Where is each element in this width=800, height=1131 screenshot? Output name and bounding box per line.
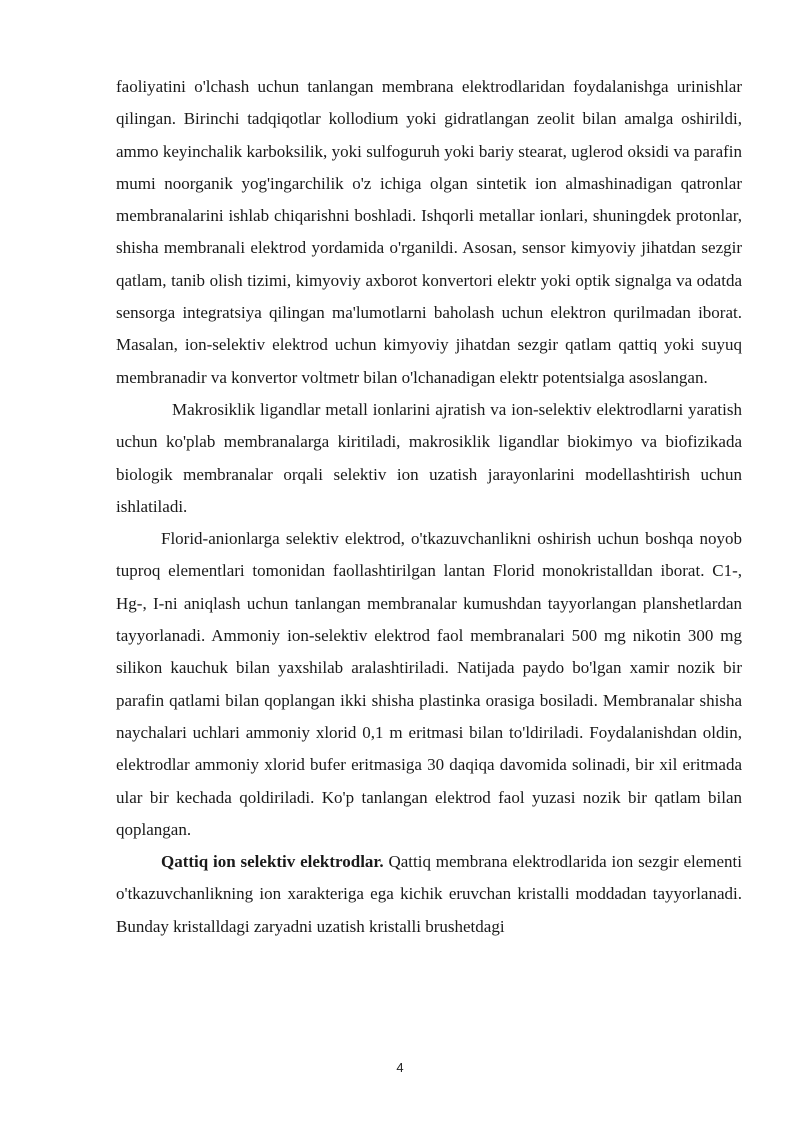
paragraph-text: Makrosiklik ligandlar metall ionlarini ajratish va ion-selektiv elektrodlarni yaratish uchun ko'plab membranalarga kiritiladi, makrosiklik ligandlar biokimyo va biofizikada biologik membranalar orqali selektiv ion uzatish jarayonlarini modellashtirish uchun ishlatiladi. bbox=[116, 399, 742, 516]
paragraph-text: Qattiq membrana elektrodlarida ion sezgir elementi o'tkazuvchanlikning ion xarakteriga ega kichik eruvchan kristalli moddadan tayyorlanadi. Bunday kristalldagi zaryadni uzatish kristalli brushetdagi bbox=[116, 852, 742, 936]
paragraph-continuation bbox=[116, 71, 742, 394]
page-number: 4 bbox=[396, 1060, 404, 1075]
body-text bbox=[116, 71, 742, 943]
paragraph-text: Florid-anionlarga selektiv elektrod, o'tkazuvchanlikni oshirish uchun boshqa noyob tuproq elementlari tomonidan faollashtirilgan lantan Florid monokristalldan iborat. C1-, Hg-, I-ni aniqlash uchun tanlangan membranalar kumushdan tayyorlangan planshetlardan tayyorlanadi. Ammoniy ion-selektiv elektrod faol membranalari 500 mg nikotin 300 mg silikon kauchuk bilan yaxshilab aralashtiriladi. Natijada paydo bo'lgan xamir nozik bir parafin qatlami bilan qoplangan ikki shisha plastinka orasiga bosiladi. Membranalar shisha naychalari uchlari ammoniy xlorid 0,1 m eritmasi bilan to'ldiriladi. Foydalanishdan oldin, elektrodlar ammoniy xlorid bufer eritmasiga 30 daqiqa davomida solinadi, bir xil eritmada ular bir kechada qoldiriladi. Ko'p tanlangan elektrod faol yuzasi nozik bir qatlam bilan qoplangan. bbox=[116, 529, 742, 839]
paragraph-fluoride-electrode bbox=[116, 523, 742, 846]
paragraph-solid-electrodes bbox=[116, 846, 742, 943]
paragraph-text: faoliyatini o'lchash uchun tanlangan membrana elektrodlaridan foydalanishga urinishlar qilingan. Birinchi tadqiqotlar kollodium yoki gidratlangan zeolit bilan amalga oshirildi, ammo keyinchalik karboksilik, yoki sulfoguruh yoki bariy stearat, uglerod oksidi va parafin mumi noorganik yog'ingarchilik o'z ichiga olgan sintetik ion almashinadigan qatronlar membranalarini ishlab chiqarishni boshladi. Ishqorli metallar ionlari, shuningdek protonlar, shisha membranali elektrod yordamida o'rganildi. Asosan, sensor kimyoviy jihatdan sezgir qatlam, tanib olish tizimi, kimyoviy axborot konvertori elektr yoki optik signalga va odatda sensorga integratsiya qilingan ma'lumotlarni baholash uchun elektron qurilmadan iborat. Masalan, ion-selektiv elektrod uchun kimyoviy jihatdan sezgir qatlam qattiq yoki suyuq membranadir va konvertor voltmetr bilan o'lchanadigan elektr potentsialga asoslangan. bbox=[116, 77, 742, 387]
section-heading: Qattiq ion selektiv elektrodlar. bbox=[161, 852, 384, 872]
paragraph-macrocyclic-ligands bbox=[116, 394, 742, 523]
